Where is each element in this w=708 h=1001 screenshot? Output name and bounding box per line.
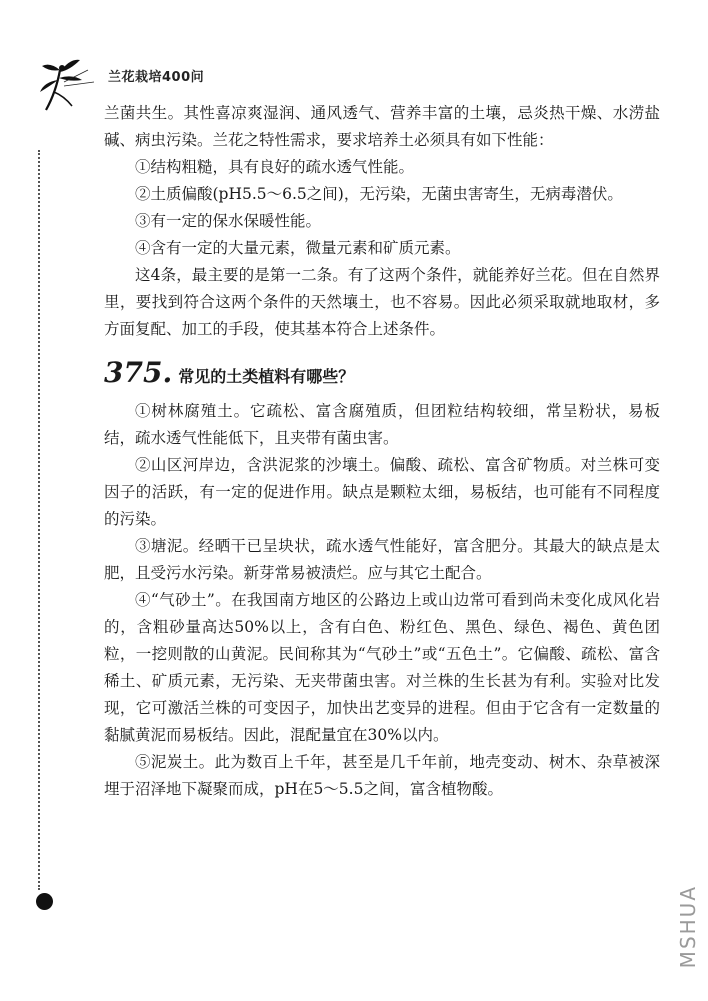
watermark: MSHUA [676,885,700,969]
paragraph: 这4条，最主要的是第一二条。有了这两个条件，就能养好兰花。但在自然界里，要找到符合这两个条件的天然壤土，也不容易。因此必须采取就地取材，多方面复配、加工的手段，使其基本符合上述条件。 [104,266,660,338]
margin-dotted-rule [38,150,40,890]
paragraph: ②土质偏酸(pH5.5～6.5之间)，无污染，无菌虫害寄生，无病毒潜伏。 [135,185,623,203]
question-heading [104,356,660,390]
paragraph: ①树林腐殖土。它疏松、富含腐殖质，但团粒结构较细，常呈粉状，易板结，疏水透气性能低下，且夹带有菌虫害。 [104,402,660,447]
paragraph: ②山区河岸边，含洪泥浆的沙壤土。偏酸、疏松、富含矿物质。对兰株可变因子的活跃，有一定的促进作用。缺点是颗粒太细，易板结，也可能有不同程度的污染。 [104,456,660,528]
paragraph: ⑤泥炭土。此为数百上千年，甚至是几千年前，地壳变动、树木、杂草被深埋于沼泽地下凝聚而成，pH在5～5.5之间，富含植物酸。 [104,753,660,798]
paragraph: ④含有一定的大量元素，微量元素和矿质元素。 [135,239,461,257]
orchid-ornament-icon [38,52,98,114]
running-title: 兰花栽培400问 [108,70,205,85]
question-title: 常见的土类植料有哪些？ [178,367,355,386]
question-number: 375. [104,356,173,389]
paragraphs-bottom [104,398,660,803]
page-body [104,100,660,803]
paragraph: ④“气砂土”。在我国南方地区的公路边上或山边常可看到尚未变化成风化岩的，含粗砂量高达50%以上，含有白色、粉红色、黑色、绿色、褐色、黄色团粒，一挖则散的山黄泥。民间称其为“气砂土”或“五色土”。它偏酸、疏松、富含稀土、矿质元素，无污染、无夹带菌虫害。对兰株的生长甚为有利。实验对比发现，它可激活兰株的可变因子，加快出艺变异的进程。但由于它含有一定数量的黏腻黄泥而易板结。因此，混配量宜在30%以内。 [104,591,660,744]
paragraph: 兰菌共生。其性喜凉爽湿润、通风透气、营养丰富的土壤，忌炎热干燥、水涝盐碱、病虫污染。兰花之特性需求，要求培养土必须具有如下性能： [104,104,660,149]
paragraphs-top [104,100,660,343]
paragraph: ③塘泥。经晒干已呈块状，疏水透气性能好，富含肥分。其最大的缺点是太肥，且受污水污染。新芽常易被渍烂。应与其它土配合。 [104,537,660,582]
paragraph: ①结构粗糙，具有良好的疏水透气性能。 [135,158,415,176]
margin-bullet-dot [36,893,53,910]
paragraph: ③有一定的保水保暖性能。 [135,212,322,230]
